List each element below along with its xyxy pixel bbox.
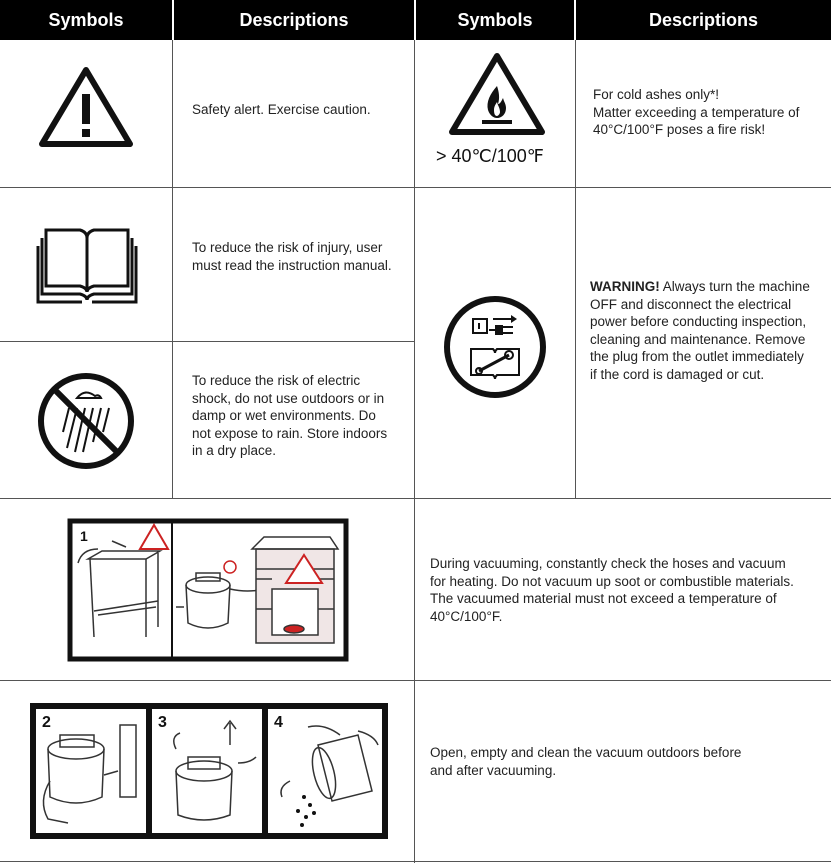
vacuuming-line: for heating. Do not vacuum up soot or combustible materials. xyxy=(430,573,794,589)
grid-line xyxy=(414,40,415,863)
grid-line xyxy=(0,187,831,188)
warning-line: OFF and disconnect the electrical xyxy=(590,296,792,312)
cold-ashes-line: 40°C/100°F poses a fire risk! xyxy=(593,122,766,137)
header-symbols-1: Symbols xyxy=(0,0,172,40)
no-rain-text xyxy=(192,372,387,460)
grid-line xyxy=(0,680,831,681)
no-rain-line: To reduce the risk of electric xyxy=(192,373,361,388)
cleaning-line: and after vacuuming. xyxy=(430,762,557,778)
vacuuming-line: The vacuumed material must not exceed a temperature of xyxy=(430,591,777,606)
no-rain-line: damp or wet environments. Do xyxy=(192,408,376,423)
manual-line: must read the instruction manual. xyxy=(192,257,392,273)
step-2-label: 2 xyxy=(42,714,51,731)
grid-line xyxy=(0,498,831,499)
cleaning-illustration xyxy=(28,701,390,841)
step-1-label: 1 xyxy=(80,528,88,544)
grid-line xyxy=(575,40,576,499)
cleaning-text xyxy=(430,744,741,779)
cleaning-line: Open, empty and clean the vacuum outdoors before xyxy=(430,745,742,760)
warning-line xyxy=(590,278,810,296)
header-descriptions-1: Descriptions xyxy=(174,0,414,40)
manual-text xyxy=(192,239,392,274)
grid-line xyxy=(0,861,831,862)
no-rain-line: shock, do not use outdoors or in xyxy=(192,390,385,406)
grid-line xyxy=(0,341,414,342)
grid-line xyxy=(172,40,173,499)
no-rain-icon xyxy=(37,372,135,470)
manual-line: To reduce the risk of injury, user xyxy=(192,240,383,255)
step-4-label: 4 xyxy=(274,714,283,731)
warning-line: power before conducting inspection, xyxy=(590,314,807,329)
warning-line: cleaning and maintenance. Remove xyxy=(590,331,806,347)
warning-text xyxy=(590,278,810,383)
warning-line-1: Always turn the machine xyxy=(659,279,810,294)
header-symbols-2: Symbols xyxy=(416,0,574,40)
no-rain-line: not expose to rain. Store indoors xyxy=(192,425,388,441)
cold-ashes-line: Matter exceeding a temperature of xyxy=(593,104,800,120)
flammable-warning-icon xyxy=(448,52,546,136)
vacuuming-illustration xyxy=(68,519,348,661)
no-rain-line: in a dry place. xyxy=(192,443,277,458)
vacuuming-text xyxy=(430,555,794,625)
temperature-label: > 40℃/100℉ xyxy=(436,146,544,166)
header-descriptions-2: Descriptions xyxy=(576,0,831,40)
warning-line: the plug from the outlet immediately xyxy=(590,349,804,364)
cold-ashes-text xyxy=(593,86,799,139)
warning-bold: WARNING! xyxy=(590,279,660,294)
vacuuming-line: During vacuuming, constantly check the hoses and vacuum xyxy=(430,556,786,571)
cold-ashes-line: For cold ashes only*! xyxy=(593,87,720,102)
manual-book-icon xyxy=(36,222,138,306)
warning-triangle-icon xyxy=(38,66,134,148)
safety-alert-text: Safety alert. Exercise caution. xyxy=(192,102,371,117)
step-3-label: 3 xyxy=(158,714,167,731)
warning-line: if the cord is damaged or cut. xyxy=(590,366,765,382)
unplug-maintenance-icon xyxy=(443,295,547,399)
vacuuming-line: 40°C/100°F. xyxy=(430,608,503,624)
